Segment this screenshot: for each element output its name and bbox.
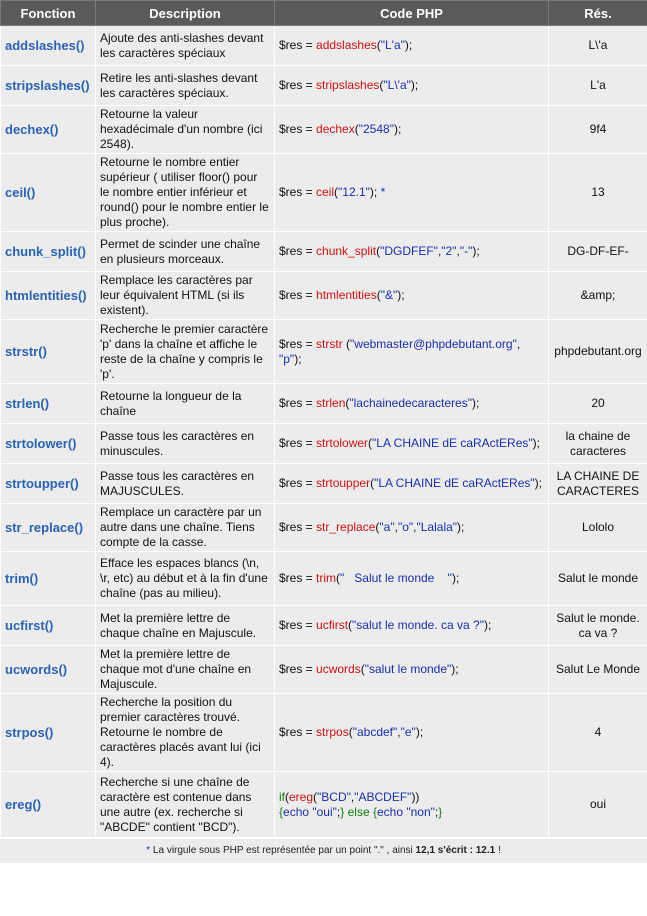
function-description: Retourne la valeur hexadécimale d'un nombre (ici 2548).	[96, 106, 275, 154]
code-token: echo	[377, 804, 407, 819]
code-token: (	[354, 122, 359, 136]
code-token: "salut le monde"	[364, 662, 452, 676]
footer-text: La virgule sous PHP est représentée par un point "." , ainsi	[150, 845, 416, 856]
php-code	[275, 320, 549, 384]
function-result: L\'a	[549, 26, 647, 66]
php-code	[275, 646, 549, 694]
code-token: strtoupper	[316, 476, 371, 490]
code-token: "12.1"	[338, 185, 370, 199]
function-result: L'a	[549, 66, 647, 106]
function-name: ereg()	[1, 772, 96, 838]
function-name: ucfirst()	[1, 606, 96, 646]
code-token: stripslashes	[316, 78, 380, 92]
table-row	[1, 504, 647, 552]
code-token: );	[483, 618, 492, 632]
code-token: );	[451, 662, 459, 676]
footer-end: !	[495, 845, 501, 856]
code-token: $res =	[279, 122, 317, 136]
code-token: str_replace	[316, 520, 376, 534]
code-token: $res =	[279, 571, 317, 585]
code-token: );	[415, 725, 424, 739]
table-row	[1, 646, 647, 694]
code-token: strstr	[316, 336, 347, 351]
code-token: htmlentities	[316, 288, 377, 302]
code-token: "-"	[459, 244, 473, 258]
php-code	[275, 694, 549, 772]
code-token: ucwords	[316, 662, 361, 676]
code-token: (	[345, 396, 350, 410]
table-row	[1, 772, 647, 838]
code-token: ,	[456, 244, 460, 258]
function-name: ceil()	[1, 154, 96, 232]
code-token: $res =	[279, 244, 317, 258]
code-token: );	[397, 288, 405, 302]
code-token: "non"	[406, 804, 435, 819]
table-row	[1, 232, 647, 272]
function-result: Salut le monde	[549, 552, 647, 606]
footer-bold: 12,1 s'écrit : 12.1	[415, 845, 496, 856]
php-code	[275, 26, 549, 66]
code-token: ,	[437, 244, 442, 258]
php-code	[275, 772, 549, 838]
code-token: "L\'a"	[383, 78, 411, 92]
function-result: 9f4	[549, 106, 647, 154]
code-token: );	[294, 351, 302, 366]
header-fonction: Fonction	[1, 1, 96, 26]
code-token: $res =	[279, 436, 317, 450]
code-token: (	[370, 476, 375, 490]
code-token: );	[393, 122, 402, 136]
code-token: );	[471, 396, 480, 410]
function-result: 4	[549, 694, 647, 772]
table-row	[1, 424, 647, 464]
table-row	[1, 464, 647, 504]
function-name: strpos()	[1, 694, 96, 772]
code-token: strlen	[316, 396, 346, 410]
table-row	[1, 66, 647, 106]
code-token: (	[313, 789, 318, 804]
code-token: if	[279, 789, 285, 804]
php-code	[275, 606, 549, 646]
code-token: $res =	[279, 38, 317, 52]
code-token: ,	[394, 520, 398, 534]
function-name: htmlentities()	[1, 272, 96, 320]
code-token: "&"	[380, 288, 398, 302]
code-token: echo	[283, 804, 313, 819]
code-token: (	[336, 571, 341, 585]
code-token: (	[375, 520, 380, 534]
code-token: $res =	[279, 288, 317, 302]
code-token: {	[279, 804, 284, 819]
code-token: (	[376, 244, 381, 258]
function-result: phpdebutant.org	[549, 320, 647, 384]
code-token: ucfirst	[316, 618, 349, 632]
function-description: Met la première lettre de chaque mot d'une chaîne en Majuscule.	[96, 646, 275, 694]
function-name: str_replace()	[1, 504, 96, 552]
code-token: (	[348, 725, 353, 739]
code-token: "o"	[397, 520, 414, 534]
code-token: else	[347, 804, 370, 819]
code-token: );	[534, 476, 542, 490]
code-token: $res =	[279, 725, 317, 739]
php-code	[275, 66, 549, 106]
code-token: );	[410, 78, 419, 92]
code-token: $res =	[279, 618, 317, 632]
code-token: );	[369, 185, 381, 199]
function-result: 13	[549, 154, 647, 232]
table-row	[1, 272, 647, 320]
code-token: $res =	[279, 78, 317, 92]
code-token: (	[348, 618, 353, 632]
code-token: (	[360, 662, 365, 676]
php-code	[275, 272, 549, 320]
code-token: (	[376, 288, 381, 302]
php-code	[275, 504, 549, 552]
code-token: "lachainedecaracteres"	[349, 396, 472, 410]
code-token: ,	[413, 520, 417, 534]
function-description: Passe tous les caractères en minuscules.	[96, 424, 275, 464]
header-description: Description	[96, 1, 275, 26]
code-token: "webmaster@phpdebutant.org"	[350, 336, 517, 351]
header-row	[1, 1, 647, 26]
function-name: strtoupper()	[1, 464, 96, 504]
code-token: ;	[336, 804, 341, 819]
function-description: Retire les anti-slashes devant les caractères spéciaux.	[96, 66, 275, 106]
function-name: strtolower()	[1, 424, 96, 464]
code-token: "Lalala"	[416, 520, 458, 534]
code-token: );	[457, 520, 465, 534]
code-token: trim	[316, 571, 337, 585]
code-token: "abcdef"	[352, 725, 398, 739]
code-token: $res =	[279, 396, 317, 410]
code-token: "BCD"	[317, 789, 351, 804]
table-row	[1, 26, 647, 66]
code-token: ;	[434, 804, 439, 819]
function-name: trim()	[1, 552, 96, 606]
footer-note	[0, 838, 647, 863]
function-result: Salut Le Monde	[549, 646, 647, 694]
code-token: "2548"	[358, 122, 394, 136]
code-token: );	[451, 571, 460, 585]
php-code	[275, 424, 549, 464]
function-description: Remplace les caractères par leur équivalent HTML (si ils existent).	[96, 272, 275, 320]
php-code	[275, 232, 549, 272]
table-row	[1, 606, 647, 646]
code-token: ceil	[316, 185, 335, 199]
code-token: ))	[411, 789, 420, 804]
header-result: Rés.	[549, 1, 647, 26]
function-result: oui	[549, 772, 647, 838]
code-token: "LA CHAINE dE caRActERes"	[374, 476, 535, 490]
function-result: Lololo	[549, 504, 647, 552]
code-token: dechex	[316, 122, 355, 136]
code-token: ereg	[289, 789, 314, 804]
code-token: (	[334, 185, 339, 199]
code-token: ,	[516, 336, 524, 351]
function-description: Ajoute des anti-slashes devant les caractères spéciaux	[96, 26, 275, 66]
code-token: "a"	[379, 520, 395, 534]
table-row	[1, 552, 647, 606]
php-code	[275, 154, 549, 232]
table-row	[1, 384, 647, 424]
function-name: dechex()	[1, 106, 96, 154]
function-result: 20	[549, 384, 647, 424]
code-token: addslashes	[316, 38, 377, 52]
function-description: Remplace un caractère par un autre dans une chaîne. Tiens compte de la casse.	[96, 504, 275, 552]
function-description: Efface les espaces blancs (\n, \r, etc) au début et à la fin d'une chaîne (pas au milieu).	[96, 552, 275, 606]
function-description: Retourne le nombre entier supérieur ( utiliser floor() pour le nombre entier inférieur et round() pour le nombre entier le plus proche).	[96, 154, 275, 232]
code-token: "oui"	[312, 804, 337, 819]
code-token: (	[368, 436, 373, 450]
function-description: Passe tous les caractères en MAJUSCULES.	[96, 464, 275, 504]
code-token: "p"	[279, 351, 295, 366]
code-token: $res =	[279, 662, 317, 676]
code-token: );	[404, 38, 413, 52]
code-token: ,	[397, 725, 401, 739]
code-token: "DGDFEF"	[380, 244, 438, 258]
footer-star: *	[146, 845, 151, 856]
function-description: Permet de scinder une chaîne en plusieurs morceaux.	[96, 232, 275, 272]
php-code	[275, 106, 549, 154]
function-name: stripslashes()	[1, 66, 96, 106]
code-token: "L'a"	[380, 38, 405, 52]
header-code: Code PHP	[275, 1, 549, 26]
code-token: strpos	[316, 725, 349, 739]
table-row	[1, 154, 647, 232]
function-description: Met la première lettre de chaque chaîne en Majuscule.	[96, 606, 275, 646]
code-token: chunk_split	[316, 244, 377, 258]
code-token: );	[532, 436, 540, 450]
table-row	[1, 694, 647, 772]
function-name: addslashes()	[1, 26, 96, 66]
table-row	[1, 106, 647, 154]
code-token: *	[380, 185, 386, 199]
code-token: $res =	[279, 185, 317, 199]
function-name: strlen()	[1, 384, 96, 424]
code-token: $res =	[279, 476, 317, 490]
code-token: $res =	[279, 520, 317, 534]
function-result: DG-DF-EF-	[549, 232, 647, 272]
code-token: "2"	[441, 244, 457, 258]
code-token: ,	[350, 789, 355, 804]
function-result: Salut le monde. ca va ?	[549, 606, 647, 646]
code-token: (	[379, 78, 384, 92]
code-token: }	[340, 804, 345, 819]
function-result: la chaine de caracteres	[549, 424, 647, 464]
table-body	[1, 26, 647, 838]
php-code	[275, 464, 549, 504]
code-token: $res =	[279, 336, 317, 351]
function-result: &amp;	[549, 272, 647, 320]
function-name: ucwords()	[1, 646, 96, 694]
php-code	[275, 384, 549, 424]
code-token: "LA CHAINE dE caRActERes"	[372, 436, 533, 450]
code-token: "e"	[400, 725, 416, 739]
code-token: (	[346, 336, 351, 351]
function-name: strstr()	[1, 320, 96, 384]
code-token: (	[376, 38, 381, 52]
php-code	[275, 552, 549, 606]
code-token: }	[438, 804, 443, 819]
code-token: );	[472, 244, 480, 258]
function-result: LA CHAINE DE CARACTERES	[549, 464, 647, 504]
function-name: chunk_split()	[1, 232, 96, 272]
code-token: "salut le monde. ca va ?"	[352, 618, 484, 632]
code-token: " Salut le monde "	[340, 571, 452, 585]
function-description: Recherche le premier caractère 'p' dans la chaîne et affiche le reste de la chaîne y compris le 'p'.	[96, 320, 275, 384]
code-token: strtolower	[316, 436, 369, 450]
code-token: (	[285, 789, 289, 804]
code-token: {	[372, 804, 377, 819]
function-description: Recherche si une chaîne de caractère est contenue dans une autre (ex. recherche si "ABCDE" contient "BCD").	[96, 772, 275, 838]
table-row	[1, 320, 647, 384]
code-token: "ABCDEF"	[354, 789, 412, 804]
function-description: Recherche la position du premier caractères trouvé. Retourne le nombre de caractères placés avant lui (ici 4).	[96, 694, 275, 772]
function-description: Retourne la longueur de la chaîne	[96, 384, 275, 424]
